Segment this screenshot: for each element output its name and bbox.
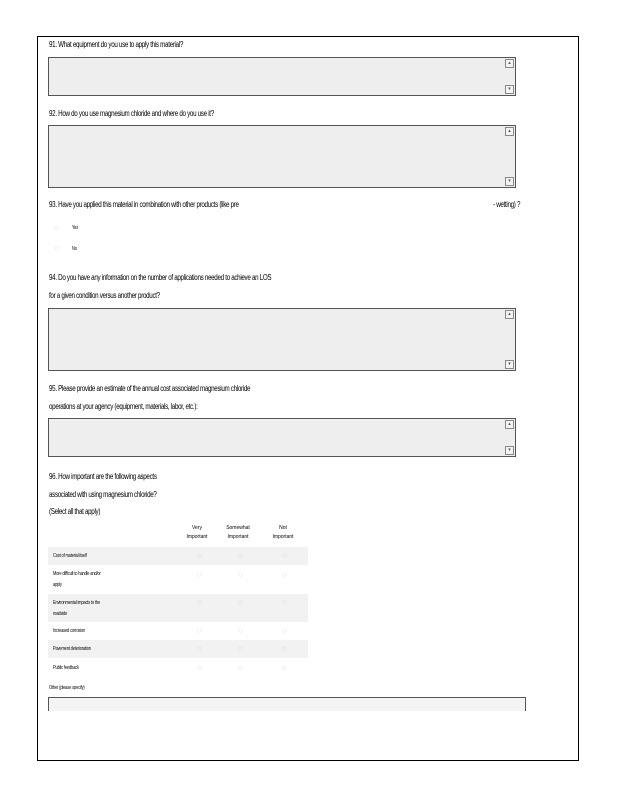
table-row-label: Environmental impacts to the [53,600,101,606]
scroll-up-arrow-icon[interactable]: ▴ [505,310,514,319]
table-row-label: More difficult to handle and/or [53,571,101,577]
radio-somewhat-important[interactable]: ◌ [238,644,243,653]
question-94-label-line2: for a given condition versus another product? [49,291,160,300]
radio-somewhat-important[interactable]: ◌ [238,663,243,672]
radio-very-important[interactable]: ◌ [197,626,202,635]
question-96-label-line2: associated with using magnesium chloride? [49,490,157,499]
radio-very-important[interactable]: ◌ [197,551,202,560]
question-95-textarea[interactable] [48,418,516,457]
radio-very-important[interactable]: ◌ [197,644,202,653]
question-96-label-line3: (Select all that apply) [49,507,101,516]
radio-somewhat-important[interactable]: ◌ [238,626,243,635]
other-specify-input[interactable] [48,697,526,711]
table-row-label-cont: apply [53,582,62,588]
radio-somewhat-important[interactable]: ◌ [238,551,243,560]
option-no-label: No [72,246,77,252]
question-94-label-line1: 94. Do you have any information on the number of applications needed to achieve an LOS [49,273,272,282]
radio-not-important[interactable]: ◌ [282,598,287,607]
column-header-somewhat-important: Somewhat Important [226,525,250,540]
scroll-down-arrow-icon[interactable]: ▾ [505,177,514,186]
question-92-textarea[interactable] [48,125,516,188]
scroll-up-arrow-icon[interactable]: ▴ [505,127,514,136]
radio-not-important[interactable]: ◌ [282,551,287,560]
radio-very-important[interactable]: ◌ [197,598,202,607]
scroll-down-arrow-icon[interactable]: ▾ [505,446,514,455]
table-row-label: Pavement deterioration [53,646,91,652]
column-header-not-important: Not Important [272,525,294,540]
radio-yes[interactable]: ◌ [54,223,59,232]
question-91-label: 91. What equipment do you use to apply this material? [49,40,184,49]
radio-not-important[interactable]: ◌ [282,626,287,635]
radio-not-important[interactable]: ◌ [282,663,287,672]
radio-not-important[interactable]: ◌ [282,570,287,579]
table-row-band [48,594,308,622]
question-95-label-line1: 95. Please provide an estimate of the annual cost associated magnesium chloride [49,384,251,393]
question-91-textarea[interactable] [48,57,516,96]
table-row-label-cont: roadside [53,611,68,617]
scroll-down-arrow-icon[interactable]: ▾ [505,85,514,94]
table-row-label: Increased corrosion [53,628,86,634]
radio-somewhat-important[interactable]: ◌ [238,570,243,579]
radio-somewhat-important[interactable]: ◌ [238,598,243,607]
radio-not-important[interactable]: ◌ [282,644,287,653]
other-specify-label: Other (please specify) [49,685,85,691]
question-92-label: 92. How do you use magnesium chloride and where do you use it? [49,109,214,118]
radio-very-important[interactable]: ◌ [197,663,202,672]
radio-no[interactable]: ◌ [54,244,59,253]
question-93-label-end: - wetting) ? [493,200,521,209]
question-94-textarea[interactable] [48,308,516,371]
radio-very-important[interactable]: ◌ [197,570,202,579]
question-95-label-line2: operations at your agency (equipment, materials, labor, etc.): [49,402,198,411]
scroll-up-arrow-icon[interactable]: ▴ [505,420,514,429]
question-93-label: 93. Have you applied this material in combination with other products (like pre [49,200,239,209]
table-row-band [48,547,308,565]
scroll-up-arrow-icon[interactable]: ▴ [505,59,514,68]
scroll-down-arrow-icon[interactable]: ▾ [505,360,514,369]
column-header-very-important: Very Important [186,525,208,540]
table-row-label: Cost of material itself [53,553,87,559]
question-96-label-line1: 96. How important are the following aspects [49,472,157,481]
option-yes-label: Yes [72,225,79,231]
table-row-label: Public feedback [53,665,79,671]
